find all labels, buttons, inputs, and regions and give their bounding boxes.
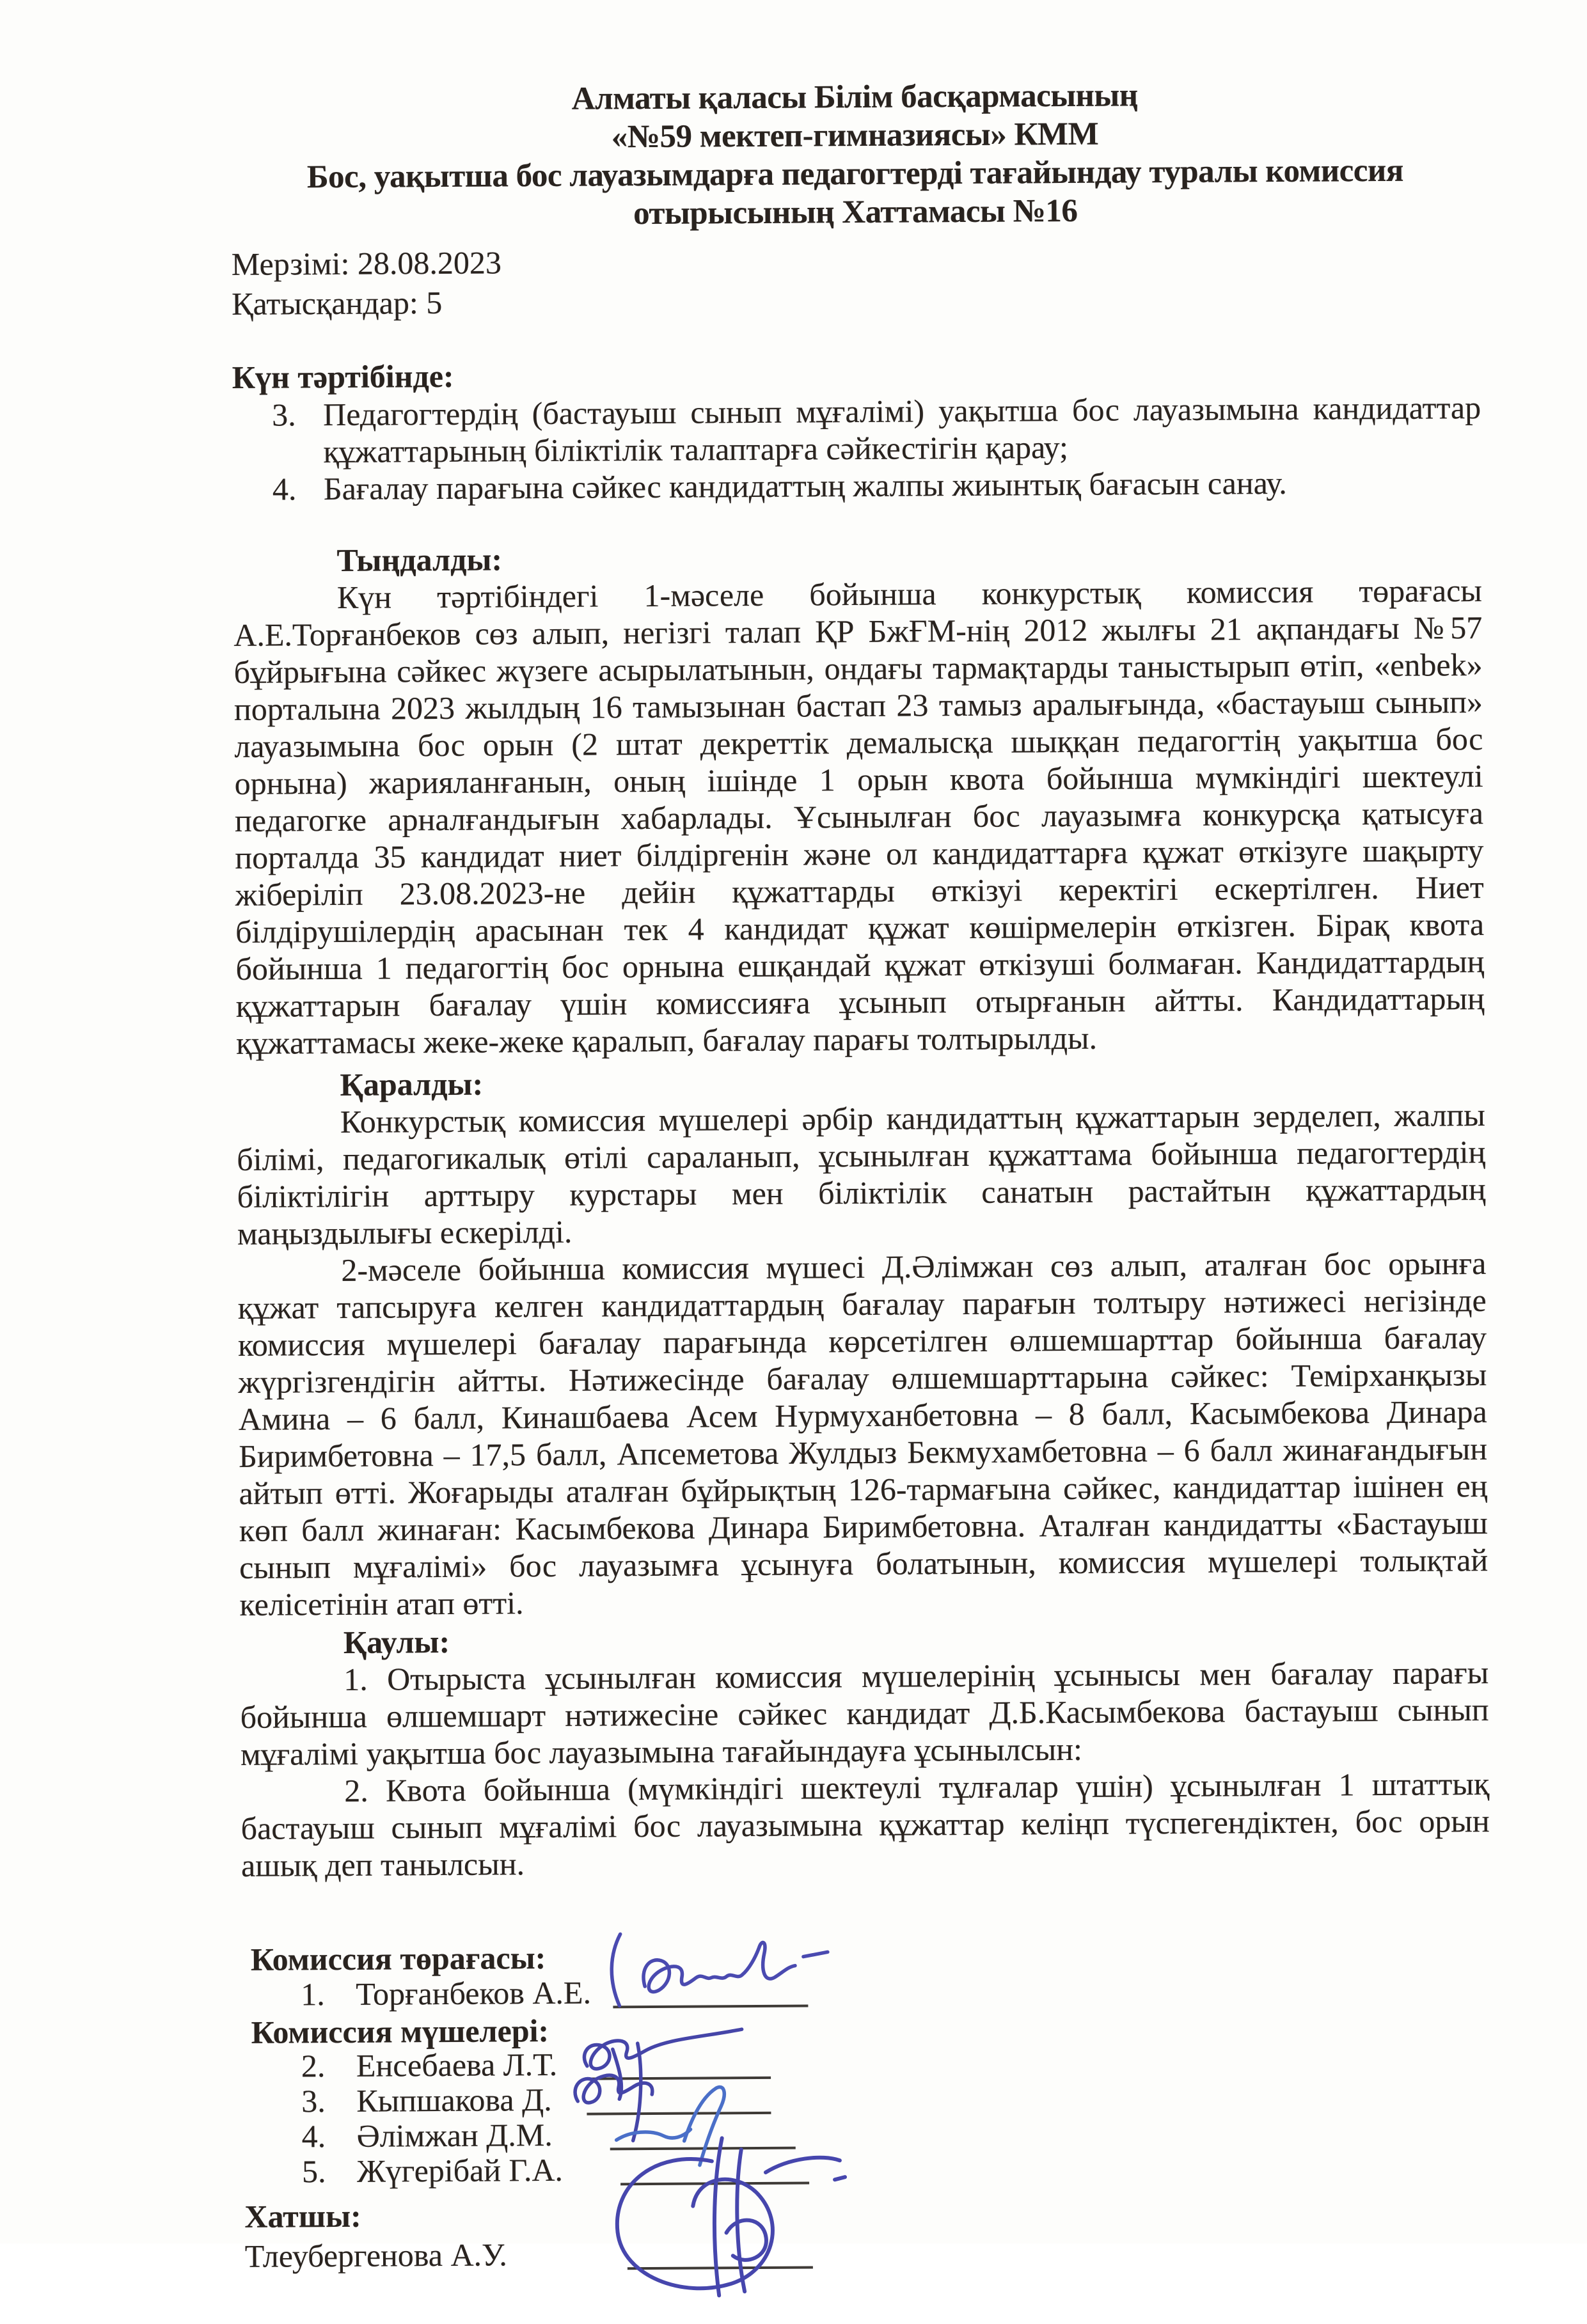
title-line-3: Бос, уақытша бос лауазымдарға педагогтерді тағайындау туралы комиссия [306, 152, 1404, 196]
secretary-name: Тлеубергенова А.У. [244, 2236, 507, 2274]
member-name: Енсебаева Л.Т. [356, 2046, 558, 2084]
reviewed-paragraph-2: 2-мәселе бойынша комиссия мүшесі Д.Әлімжан сөз алып, аталған бос орынға құжат тапсыруға келген кандидаттардың бағалау парағын толтыру нәтижесі негізінде комиссия мүшелері бағалау парағында көрсетілген өлшемшарттар бойынша бағалау жүргізгендігін айтты. Нәтижесінде бағалау өлшемшарттарына сәйкес: Темірханқызы Амина – 6 балл, Кинашбаева Асем Нурмуханбетовна – 8 балл, Касымбекова Динара Биримбетовна – 17,5 балл, Апсеметова Жулдыз Бекмухамбетовна – 6 балл жинағандығын айтып өтті. Жоғарыды аталған бұйрықтың 126-тармағына сәйкес, кандидаттар ішінен ең көп балл жинаған: Касымбекова Динара Биримбетовна. Аталған кандидатты «Бастауыш сынып мұғалімі» бос лауазымға ұсынуға болатынын, комиссия мүшелері толықтай келісетінін атап өтті. [237, 1245, 1488, 1622]
member-name: Жүгерібай Г.А. [356, 2151, 564, 2189]
member-number: 2. [301, 2048, 326, 2084]
document-content [230, 74, 1492, 2276]
resolution-heading: Қаулы: [343, 1623, 450, 1660]
chairman-heading: Комиссия төрағасы: [250, 1940, 546, 1977]
title-line-4: отырысының Хаттамасы №16 [633, 192, 1078, 232]
agenda-heading: Күн тәртібінде: [232, 357, 454, 395]
agenda-item-number: 3. [272, 396, 296, 433]
document-title [230, 74, 1480, 235]
member-row [243, 2149, 1492, 2192]
signature-line [628, 2266, 813, 2270]
document-meta [232, 237, 1481, 324]
secretary-heading: Хатшы: [244, 2197, 361, 2234]
chairman-number: 1. [301, 1976, 325, 2013]
agenda-item-number: 4. [272, 471, 297, 507]
resolution-paragraph-2: 2. Квота бойынша (мүмкіндігі шектеулі тұлғалар үшін) ұсынылған 1 штаттық бастауыш сынып мұғалімі бос лауазымына құжаттар келіңп түспегендіктен, бос орын ашық деп танылсын. [241, 1766, 1490, 1883]
member-number: 4. [301, 2118, 326, 2155]
signature-line [610, 2147, 796, 2151]
chairman-name: Торғанбеков А.Е. [356, 1974, 592, 2012]
listened-paragraph: Күн тәртібіндегі 1-мәселе бойынша конкурстық комиссия төрағасы А.Е.Торғанбеков сөз алып, негізгі талап ҚР БжҒМ-нің 2012 жылғы 21 ақпандағы №57 бұйрығына сәйкес жүзеге асырылатынын, ондағы тармақтарды таныстырып өтіп, «enbek» порталына 2023 жылдың 16 тамызынан бастап 23 тамыз аралығында, «бастауыш сынып» лауазымына бос орын (2 штат декреттік демалысқа шыққан педагогтің уақытша бос орнына) жарияланғанын, оның ішінде 1 орын квота бойынша мүмкіндігі шектеулі педагогке арналғандығын хабарлады. Ұсынылған бос лауазымға конкурсқа қатысуға порталда 35 кандидат ниет білдіргенін және ол кандидаттарға құжат өткізуге шақырту жіберіліп 23.08.2023-не дейін құжаттарды өткізуі керектігі ескертілген. Ниет білдірушілердің арасынан тек 4 кандидат құжат көшірмелерін өткізген. Бірақ квота бойынша 1 педагогтің бос орнына ешқандай құжат өткізуші болмаған. Кандидаттардың құжаттарын бағалау үшін комиссияға ұсынып отырғанын айтты. Кандидаттарың құжаттамасы жеке-жеке қаралып, бағалау парағы толтырылды. [233, 572, 1485, 1061]
title-line-1: Алматы қаласы Білім басқармасының [571, 77, 1138, 117]
agenda-item [272, 463, 1481, 508]
agenda-list [232, 389, 1481, 508]
agenda-item-text: Педагогтердің (бастауыш сынып мұғалімі) уақытша бос лауазымына кандидаттар құжаттарының біліктілік талаптарға сәйкестігін қарау; [323, 389, 1481, 470]
participants-line: Қатысқандар: 5 [231, 284, 443, 322]
member-name: Кыпшакова Д. [356, 2081, 552, 2119]
secretary-row [244, 2229, 1492, 2276]
signature-block [242, 1934, 1492, 2276]
listened-heading: Тыңдалды: [336, 541, 503, 578]
resolution-paragraph-1: 1. Отырыста ұсынылған комиссия мүшелерінің ұсынысы мен бағалау парағы бойынша өлшемшарт нәтижесіне сәйкес кандидат Д.Б.Касымбекова бастауыш сынып мұғалімі уақытша бос лауазымына тағайындауға ұсынылсын: [240, 1654, 1489, 1772]
members-heading: Комиссия мүшелері: [251, 2013, 549, 2050]
signature-line [620, 2182, 809, 2186]
agenda-item-text: Бағалау парағына сәйкес кандидаттың жалпы жиынтық бағасын санау. [323, 464, 1287, 507]
member-name: Әлімжан Д.М. [356, 2116, 553, 2154]
date-line: Мерзімі: 28.08.2023 [231, 244, 502, 282]
signature-line [587, 2112, 771, 2116]
chairman-row [242, 1970, 1490, 2014]
reviewed-paragraph-1: Конкурстық комиссия мүшелері әрбір кандидаттың құжаттарын зерделеп, жалпы білімі, педагогикалық өтілі сараланып, ұсынылған құжаттама бойынша педагогтердің біліктілігін арттыру курстары мен біліктілік санатын растайтын құжаттардың маңыздылығы ескерілді. [237, 1097, 1486, 1252]
reviewed-heading: Қаралды: [340, 1065, 484, 1103]
agenda-item [272, 389, 1481, 471]
signature-line [587, 2077, 771, 2080]
member-number: 3. [301, 2083, 326, 2119]
member-number: 5. [301, 2153, 326, 2190]
signature-line [613, 2005, 808, 2009]
title-line-2: «№59 мектеп-гимназиясы» КММ [611, 116, 1099, 155]
